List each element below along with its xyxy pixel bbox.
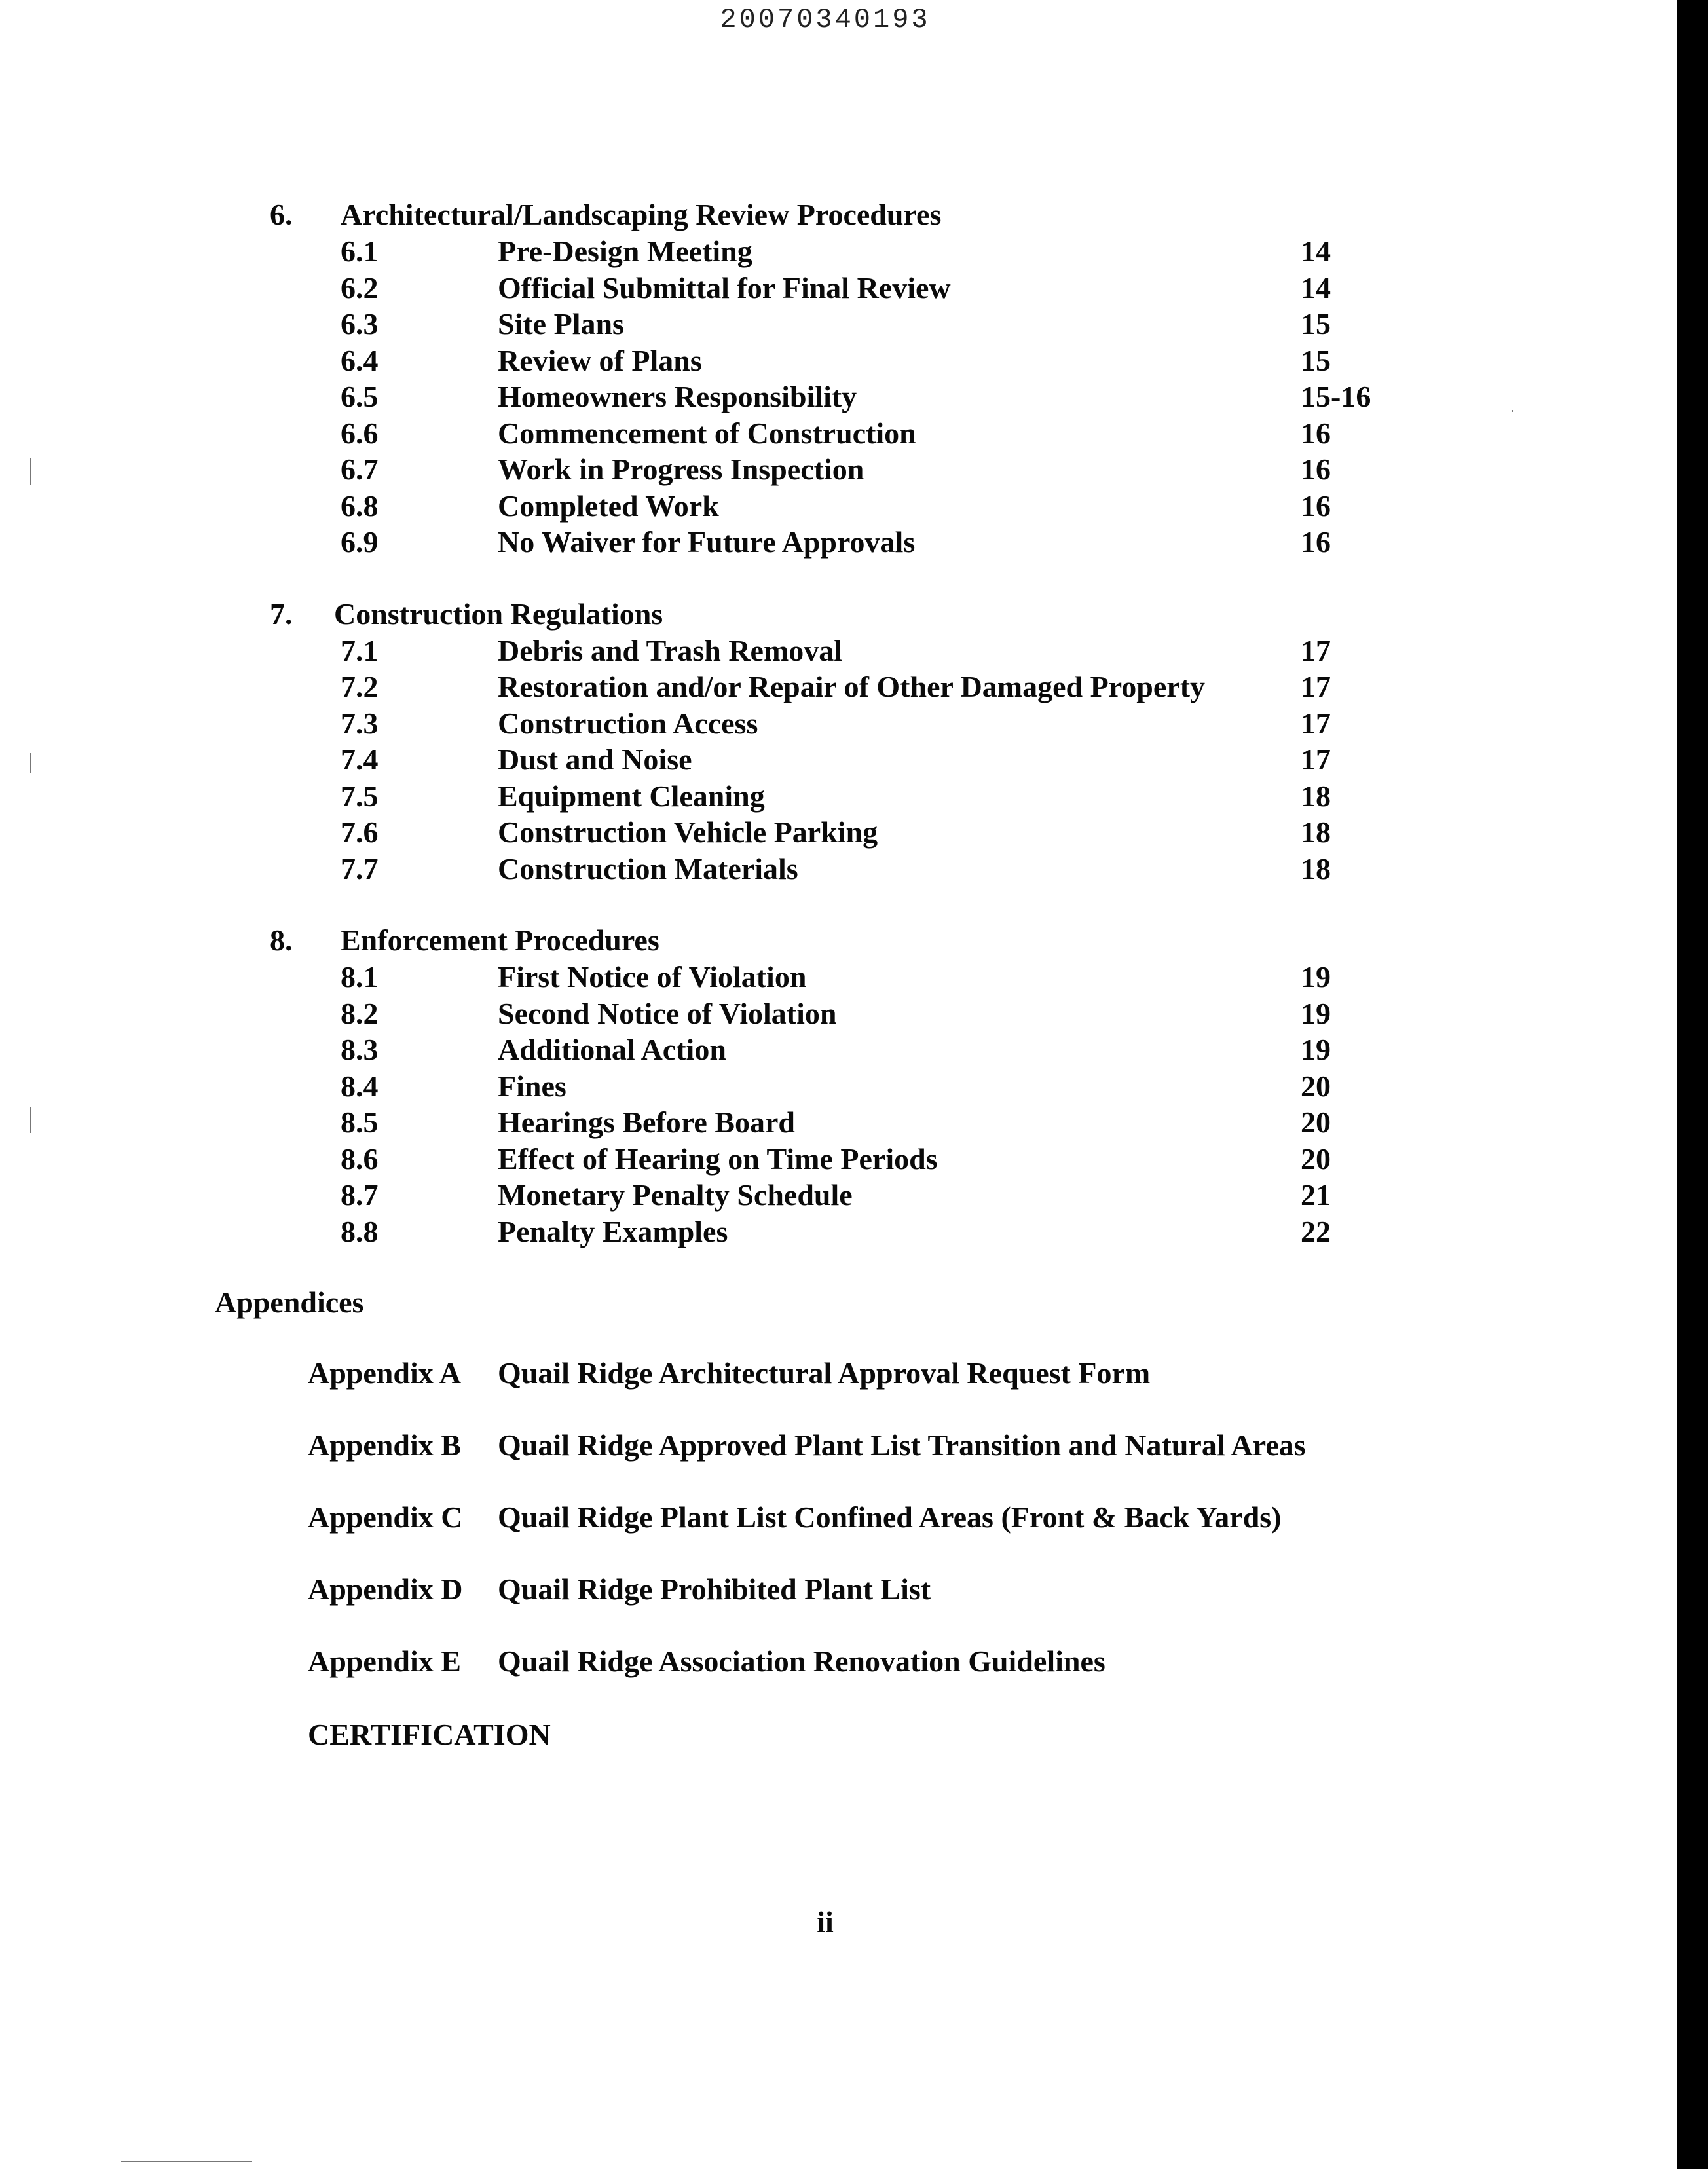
appendix-label: Appendix C bbox=[308, 1500, 463, 1534]
entry-number: 8.3 bbox=[341, 1033, 379, 1066]
appendix-title: Quail Ridge Prohibited Plant List bbox=[498, 1572, 931, 1606]
section-number: 7. bbox=[270, 597, 293, 631]
entry-title: Official Submittal for Final Review bbox=[498, 270, 951, 305]
toc-entry bbox=[0, 1141, 1650, 1177]
appendix-title: Quail Ridge Plant List Confined Areas (Front & Back Yards) bbox=[498, 1500, 1282, 1534]
toc-entry bbox=[0, 343, 1650, 379]
entry-title: Fines bbox=[498, 1069, 566, 1103]
entry-page: 18 bbox=[1301, 779, 1331, 813]
entry-title: No Waiver for Future Approvals bbox=[498, 525, 916, 559]
toc-entry bbox=[0, 270, 1650, 306]
appendix-label: Appendix E bbox=[308, 1644, 461, 1678]
appendix-entry bbox=[308, 1428, 1306, 1462]
toc-entry bbox=[0, 306, 1650, 343]
entry-number: 8.1 bbox=[341, 960, 379, 993]
page-number: ii bbox=[817, 1905, 834, 1938]
entry-number: 7.4 bbox=[341, 743, 379, 776]
toc-section-6 bbox=[0, 196, 1650, 561]
entry-title: Debris and Trash Removal bbox=[498, 633, 843, 667]
entry-title: Penalty Examples bbox=[498, 1214, 728, 1248]
toc-entry bbox=[0, 741, 1650, 778]
appendix-entry bbox=[308, 1356, 1150, 1390]
toc-entry bbox=[0, 488, 1650, 525]
entry-title: Construction Vehicle Parking bbox=[498, 815, 878, 849]
toc-entry bbox=[0, 1068, 1650, 1105]
entry-number: 8.4 bbox=[341, 1069, 379, 1103]
toc-entry bbox=[0, 633, 1650, 669]
entry-title: First Notice of Violation bbox=[498, 960, 807, 993]
entry-number: 6.1 bbox=[341, 234, 379, 268]
entry-title: Pre-Design Meeting bbox=[498, 234, 752, 268]
table-of-contents bbox=[0, 196, 1650, 1250]
entry-number: 8.7 bbox=[341, 1178, 379, 1212]
entry-number: 7.3 bbox=[341, 706, 379, 740]
toc-entry bbox=[0, 705, 1650, 742]
toc-entry bbox=[0, 1104, 1650, 1141]
toc-entry bbox=[0, 851, 1650, 887]
entry-page: 16 bbox=[1301, 453, 1331, 486]
section-spacer bbox=[0, 887, 1650, 922]
appendix-entry bbox=[308, 1500, 1282, 1534]
appendix-label: Appendix D bbox=[308, 1572, 463, 1606]
entry-number: 7.6 bbox=[341, 815, 379, 849]
section-heading bbox=[0, 196, 1650, 233]
scan-speck bbox=[30, 458, 31, 485]
entry-number: 6.4 bbox=[341, 343, 379, 377]
entry-page: 16 bbox=[1301, 416, 1331, 450]
toc-entry bbox=[0, 379, 1650, 415]
entry-title: Construction Materials bbox=[498, 851, 798, 885]
certification-heading: CERTIFICATION bbox=[308, 1718, 551, 1751]
entry-page: 18 bbox=[1301, 851, 1331, 885]
section-number: 6. bbox=[270, 198, 293, 231]
appendix-label: Appendix A bbox=[308, 1356, 461, 1390]
entry-page: 17 bbox=[1301, 670, 1331, 703]
entry-title: Hearings Before Board bbox=[498, 1105, 795, 1139]
entry-number: 6.8 bbox=[341, 489, 379, 523]
toc-entry bbox=[0, 415, 1650, 452]
entry-title: Work in Progress Inspection bbox=[498, 453, 864, 486]
entry-number: 6.3 bbox=[341, 307, 379, 341]
toc-entry bbox=[0, 995, 1650, 1032]
entry-title: Commencement of Construction bbox=[498, 416, 916, 450]
entry-page: 15 bbox=[1301, 343, 1331, 377]
entry-number: 8.2 bbox=[341, 996, 379, 1030]
entry-page: 16 bbox=[1301, 525, 1331, 559]
entry-number: 6.9 bbox=[341, 525, 379, 559]
toc-entry bbox=[0, 1031, 1650, 1068]
entry-number: 6.2 bbox=[341, 270, 379, 305]
entry-title: Effect of Hearing on Time Periods bbox=[498, 1141, 938, 1176]
toc-entry bbox=[0, 778, 1650, 815]
scan-speck bbox=[1512, 410, 1513, 412]
appendix-title: Quail Ridge Architectural Approval Request Form bbox=[498, 1356, 1151, 1390]
entry-page: 19 bbox=[1301, 960, 1331, 993]
section-number: 8. bbox=[270, 923, 293, 957]
entry-page: 17 bbox=[1301, 633, 1331, 667]
section-title: Architectural/Landscaping Review Procedures bbox=[341, 198, 942, 231]
toc-entry bbox=[0, 1214, 1650, 1250]
appendices-heading: Appendices bbox=[215, 1286, 364, 1319]
appendix-entry bbox=[308, 1644, 1105, 1678]
entry-title: Monetary Penalty Schedule bbox=[498, 1178, 853, 1212]
toc-section-7 bbox=[0, 596, 1650, 887]
entry-page: 20 bbox=[1301, 1141, 1331, 1176]
entry-page: 15-16 bbox=[1301, 380, 1371, 413]
entry-number: 7.5 bbox=[341, 779, 379, 813]
entry-title: Site Plans bbox=[498, 307, 624, 341]
entry-title: Restoration and/or Repair of Other Damaged Property bbox=[498, 670, 1206, 703]
toc-entry bbox=[0, 669, 1650, 705]
entry-title: Completed Work bbox=[498, 489, 719, 523]
entry-page: 17 bbox=[1301, 743, 1331, 776]
entry-title: Additional Action bbox=[498, 1033, 726, 1066]
entry-number: 7.1 bbox=[341, 633, 379, 667]
appendix-label: Appendix B bbox=[308, 1428, 461, 1462]
entry-title: Homeowners Responsibility bbox=[498, 380, 857, 413]
section-heading bbox=[0, 922, 1650, 959]
entry-title: Construction Access bbox=[498, 706, 758, 740]
entry-page: 20 bbox=[1301, 1069, 1331, 1103]
entry-page: 14 bbox=[1301, 270, 1331, 305]
document-id: 20070340193 bbox=[720, 4, 931, 35]
entry-page: 18 bbox=[1301, 815, 1331, 849]
entry-page: 14 bbox=[1301, 234, 1331, 268]
entry-title: Equipment Cleaning bbox=[498, 779, 765, 813]
entry-number: 6.5 bbox=[341, 380, 379, 413]
scan-border bbox=[1677, 0, 1708, 2169]
entry-number: 7.2 bbox=[341, 670, 379, 703]
appendix-title: Quail Ridge Approved Plant List Transition and Natural Areas bbox=[498, 1428, 1306, 1462]
entry-number: 8.5 bbox=[341, 1105, 379, 1139]
entry-number: 8.8 bbox=[341, 1214, 379, 1248]
entry-page: 20 bbox=[1301, 1105, 1331, 1139]
entry-number: 6.7 bbox=[341, 453, 379, 486]
entry-page: 19 bbox=[1301, 996, 1331, 1030]
entry-page: 17 bbox=[1301, 706, 1331, 740]
toc-entry bbox=[0, 524, 1650, 561]
toc-entry bbox=[0, 959, 1650, 995]
entry-title: Second Notice of Violation bbox=[498, 996, 837, 1030]
toc-section-8 bbox=[0, 922, 1650, 1250]
entry-number: 8.6 bbox=[341, 1141, 379, 1176]
entry-page: 15 bbox=[1301, 307, 1331, 341]
section-title: Construction Regulations bbox=[334, 597, 663, 631]
section-spacer bbox=[0, 561, 1650, 596]
section-heading bbox=[0, 596, 1650, 633]
toc-entry bbox=[0, 814, 1650, 851]
entry-page: 21 bbox=[1301, 1178, 1331, 1212]
toc-entry bbox=[0, 451, 1650, 488]
entry-number: 6.6 bbox=[341, 416, 379, 450]
entry-page: 19 bbox=[1301, 1033, 1331, 1066]
toc-entry bbox=[0, 233, 1650, 270]
scan-speck bbox=[30, 753, 31, 773]
section-title: Enforcement Procedures bbox=[341, 923, 659, 957]
scan-speck bbox=[30, 1107, 31, 1133]
entry-title: Review of Plans bbox=[498, 343, 702, 377]
appendix-entry bbox=[308, 1572, 931, 1606]
scan-speck bbox=[121, 2161, 252, 2162]
appendix-title: Quail Ridge Association Renovation Guidelines bbox=[498, 1644, 1105, 1678]
entry-page: 16 bbox=[1301, 489, 1331, 523]
toc-entry bbox=[0, 1177, 1650, 1214]
entry-number: 7.7 bbox=[341, 851, 379, 885]
entry-title: Dust and Noise bbox=[498, 743, 692, 776]
entry-page: 22 bbox=[1301, 1214, 1331, 1248]
